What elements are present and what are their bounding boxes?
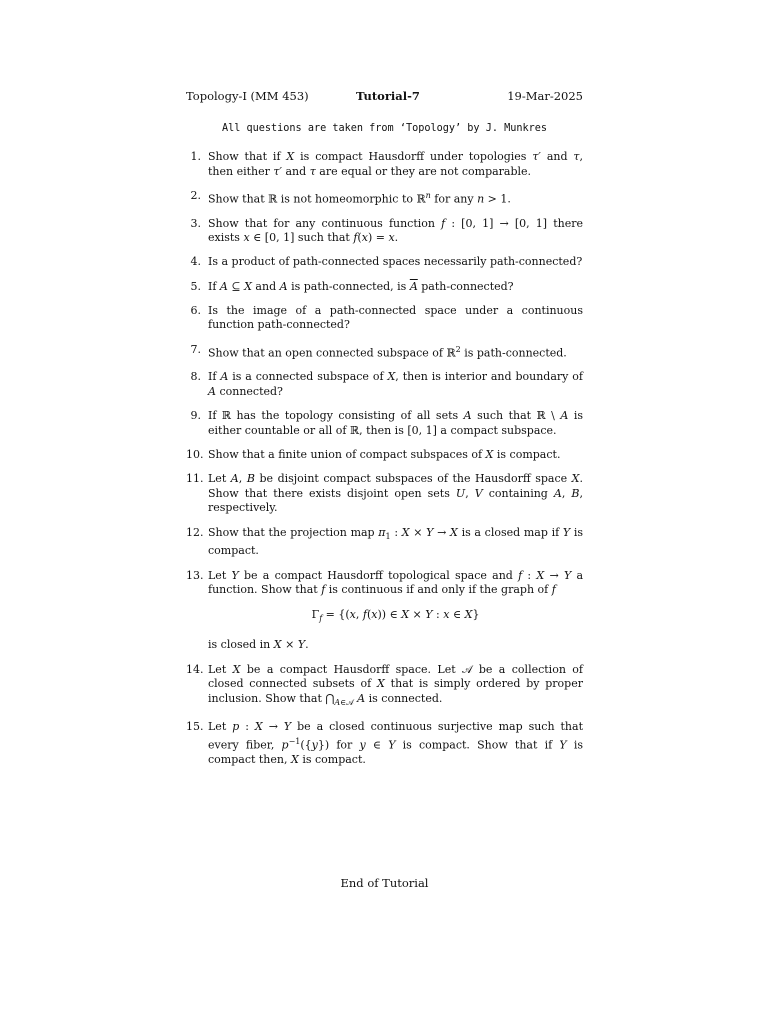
question-11: 11. Let A, B be disjoint compact subspaces of the Hausdorff space X. Show that there exists disjoint open sets U, V containing A, B, respectively.: [186, 472, 584, 515]
graph-formula: $\Gamma_f = \{(x$, f(x)) ∈ X × Y : x ∈ X}: [311, 607, 480, 623]
question-4: 4. Is a product of path-connected spaces necessarily path-connected?: [190, 255, 583, 269]
question-10: 10. Show that a finite union of compact subspaces of X is compact.: [186, 447, 561, 461]
question-6: 6. Is the image of a path-connected space under a continuous function path-connected?: [190, 303, 583, 332]
question-8: 8. If A is a connected subspace of X, then is interior and boundary of A connected?: [190, 370, 583, 398]
question-9: 9. If ℝ has the topology consisting of all sets A such that ℝ \ A is either countable or all of ℝ, then is [0, 1] a compact subspace.: [190, 409, 583, 437]
tutorial-date: 19-Mar-2025: [507, 89, 583, 103]
tutorial-title: Tutorial-7: [356, 89, 420, 103]
question-2: 2. Show that ℝ is not homeomorphic to ℝ$^n$ for any n > 1.: [190, 188, 511, 206]
end-of-tutorial: End of Tutorial: [340, 876, 429, 890]
question-1: 1. Show that if X is compact Hausdorff under topologies τ′ and τ, then either τ′ and τ are equal or they are not comparable.: [190, 150, 583, 178]
question-3: 3. Show that for any continuous function f : [0, 1] → [0, 1] there exists x ∈ [0, 1] such that f(x) = x.: [190, 216, 583, 245]
question-14: 14. Let X be a compact Hausdorff space. Let 𝒜 be a collection of closed connected subsets of X that is simply ordered by proper inclusion. Show that $⋂_{A\in 𝒜}$ A is connected.: [186, 662, 583, 708]
question-5: 5. If A ⊆ X and A is path-connected, is $\overline{A}$ path-connected?: [190, 279, 514, 293]
question-7: 7. Show that an open connected subspace of ℝ$^2$ is path-connected.: [190, 342, 567, 360]
page-header: [186, 89, 583, 105]
question-list: [186, 150, 583, 777]
question-13: 13. Let Y be a compact Hausdorff topological space and f : X → Y a function. Show that f is continuous if and only if the graph of f $\Gamma_f = \{(x$, f(x)) ∈ X × Y : x ∈ X} is closed in X × Y.: [186, 568, 584, 652]
question-12: 12. Show that the projection map $\pi_1$ : X × Y → X is a closed map if Y is compact.: [186, 525, 583, 558]
course-name: Topology-I (MM 453): [186, 89, 309, 103]
intro-note: All questions are taken from ‘Topology’ by J. Munkres: [221, 123, 548, 134]
question-15: 15. Let p : X → Y be a closed continuous surjective map such that every fiber, $p^{-1}(\{y\})$ for y ∈ Y is compact. Show that if Y is compact then, X is compact.: [186, 720, 583, 767]
